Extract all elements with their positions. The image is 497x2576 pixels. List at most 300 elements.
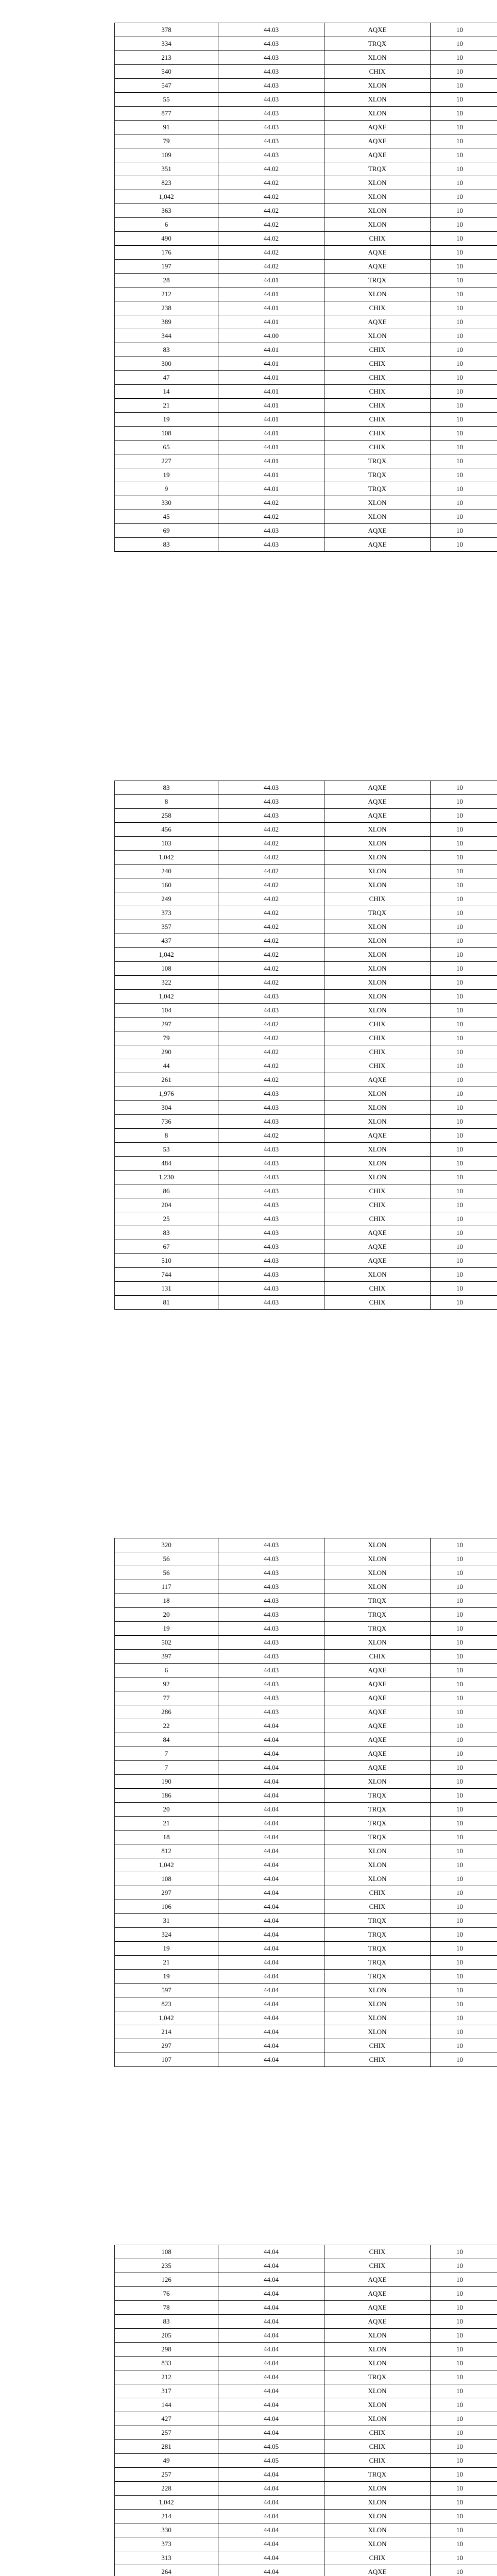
extra-cell: 10	[431, 2329, 497, 2343]
volume-cell: 45	[115, 510, 218, 524]
extra-cell: 10	[431, 2039, 497, 2053]
extra-cell: 10	[431, 1004, 497, 1018]
table-row	[115, 990, 497, 1004]
table-row	[115, 1296, 497, 1310]
venue-cell: CHIX	[324, 413, 431, 427]
venue-cell: TRQX	[324, 37, 431, 51]
table-row	[115, 878, 497, 892]
venue-cell: XLON	[324, 934, 431, 948]
table-row	[115, 2357, 497, 2370]
extra-cell: 10	[431, 2468, 497, 2482]
extra-cell: 10	[431, 2398, 497, 2412]
extra-cell: 10	[431, 865, 497, 878]
price-cell: 44.02	[218, 260, 324, 274]
price-cell: 44.04	[218, 1997, 324, 2011]
table-row	[115, 1268, 497, 1282]
table-row	[115, 2011, 497, 2025]
table-row	[115, 121, 497, 134]
price-cell: 44.05	[218, 2440, 324, 2454]
table-row	[115, 1914, 497, 1928]
volume-cell: 833	[115, 2357, 218, 2370]
extra-cell: 10	[431, 2454, 497, 2468]
venue-cell: CHIX	[324, 892, 431, 906]
price-cell: 44.04	[218, 1719, 324, 1733]
volume-cell: 197	[115, 260, 218, 274]
volume-cell: 1,042	[115, 990, 218, 1004]
extra-cell: 10	[431, 1942, 497, 1956]
volume-cell: 264	[115, 2565, 218, 2576]
table-row	[115, 1997, 497, 2011]
extra-cell: 10	[431, 1705, 497, 1719]
price-cell: 44.02	[218, 1031, 324, 1045]
venue-cell: CHIX	[324, 1296, 431, 1310]
volume-cell: 176	[115, 246, 218, 260]
table-row	[115, 1664, 497, 1677]
extra-cell: 10	[431, 2482, 497, 2496]
venue-cell: XLON	[324, 2357, 431, 2370]
extra-cell: 10	[431, 232, 497, 246]
venue-cell: XLON	[324, 1538, 431, 1552]
price-cell: 44.02	[218, 1018, 324, 1031]
table-row	[115, 1650, 497, 1664]
price-cell: 44.04	[218, 2245, 324, 2259]
price-cell: 44.04	[218, 2315, 324, 2329]
table-row	[115, 1212, 497, 1226]
table-row	[115, 1115, 497, 1129]
extra-cell: 10	[431, 1789, 497, 1803]
extra-cell: 10	[431, 2343, 497, 2357]
venue-cell: AQXE	[324, 2301, 431, 2315]
table-row	[115, 1622, 497, 1636]
extra-cell: 10	[431, 79, 497, 93]
venue-cell: AQXE	[324, 148, 431, 162]
extra-cell: 10	[431, 246, 497, 260]
price-cell: 44.03	[218, 23, 324, 37]
volume-cell: 212	[115, 287, 218, 301]
price-cell: 44.03	[218, 1254, 324, 1268]
venue-cell: XLON	[324, 990, 431, 1004]
venue-cell: TRQX	[324, 1914, 431, 1928]
extra-cell: 10	[431, 920, 497, 934]
venue-cell: XLON	[324, 51, 431, 65]
venue-cell: XLON	[324, 2329, 431, 2343]
price-cell: 44.04	[218, 1789, 324, 1803]
price-cell: 44.04	[218, 2259, 324, 2273]
extra-cell: 10	[431, 1268, 497, 1282]
extra-cell: 10	[431, 1031, 497, 1045]
price-cell: 44.03	[218, 134, 324, 148]
volume-cell: 1,042	[115, 1858, 218, 1872]
price-cell: 44.03	[218, 795, 324, 809]
extra-cell: 10	[431, 1552, 497, 1566]
volume-cell: 8	[115, 795, 218, 809]
venue-cell: CHIX	[324, 2259, 431, 2273]
venue-cell: CHIX	[324, 2245, 431, 2259]
volume-cell: 1,042	[115, 948, 218, 962]
price-cell: 44.02	[218, 1059, 324, 1073]
table-row	[115, 1858, 497, 1872]
venue-cell: AQXE	[324, 524, 431, 538]
extra-cell: 10	[431, 990, 497, 1004]
extra-cell: 10	[431, 1719, 497, 1733]
volume-cell: 81	[115, 1296, 218, 1310]
price-cell: 44.04	[218, 2357, 324, 2370]
venue-cell: AQXE	[324, 121, 431, 134]
table-row	[115, 246, 497, 260]
venue-cell: XLON	[324, 920, 431, 934]
table-row	[115, 1831, 497, 1844]
volume-cell: 286	[115, 1705, 218, 1719]
price-cell: 44.02	[218, 1073, 324, 1087]
table-row	[115, 1789, 497, 1803]
table-row	[115, 2454, 497, 2468]
table-row	[115, 37, 497, 51]
venue-cell: XLON	[324, 1004, 431, 1018]
venue-cell: AQXE	[324, 2315, 431, 2329]
volume-cell: 427	[115, 2412, 218, 2426]
table-row	[115, 1747, 497, 1761]
price-cell: 44.04	[218, 2011, 324, 2025]
volume-cell: 363	[115, 204, 218, 218]
venue-cell: AQXE	[324, 1254, 431, 1268]
table-row	[115, 2440, 497, 2454]
extra-cell: 10	[431, 274, 497, 287]
volume-cell: 1,042	[115, 190, 218, 204]
volume-cell: 131	[115, 1282, 218, 1296]
table-row	[115, 357, 497, 371]
price-cell: 44.03	[218, 524, 324, 538]
venue-cell: CHIX	[324, 301, 431, 315]
table-row	[115, 148, 497, 162]
price-cell: 44.04	[218, 2343, 324, 2357]
venue-cell: CHIX	[324, 2454, 431, 2468]
volume-cell: 437	[115, 934, 218, 948]
price-cell: 44.03	[218, 809, 324, 823]
price-cell: 44.04	[218, 2370, 324, 2384]
extra-cell: 10	[431, 1087, 497, 1101]
price-cell: 44.01	[218, 399, 324, 413]
venue-cell: TRQX	[324, 1928, 431, 1942]
table-row	[115, 1844, 497, 1858]
table-row	[115, 301, 497, 315]
volume-cell: 304	[115, 1101, 218, 1115]
venue-cell: CHIX	[324, 1212, 431, 1226]
volume-cell: 344	[115, 329, 218, 343]
table-row	[115, 2053, 497, 2067]
volume-cell: 8	[115, 1129, 218, 1143]
extra-cell: 10	[431, 1608, 497, 1622]
price-cell: 44.03	[218, 1268, 324, 1282]
extra-cell: 10	[431, 795, 497, 809]
extra-cell: 10	[431, 1900, 497, 1914]
volume-cell: 79	[115, 1031, 218, 1045]
venue-cell: CHIX	[324, 1059, 431, 1073]
volume-cell: 744	[115, 1268, 218, 1282]
venue-cell: CHIX	[324, 357, 431, 371]
price-cell: 44.04	[218, 1844, 324, 1858]
volume-cell: 19	[115, 1942, 218, 1956]
volume-cell: 297	[115, 1886, 218, 1900]
venue-cell: XLON	[324, 878, 431, 892]
table-row	[115, 1942, 497, 1956]
table-body	[115, 1538, 497, 2067]
venue-cell: CHIX	[324, 427, 431, 440]
extra-cell: 10	[431, 538, 497, 552]
table-row	[115, 2523, 497, 2537]
extra-cell: 10	[431, 1296, 497, 1310]
price-cell: 44.03	[218, 93, 324, 107]
table-row	[115, 427, 497, 440]
extra-cell: 10	[431, 837, 497, 851]
volume-cell: 490	[115, 232, 218, 246]
price-cell: 44.01	[218, 454, 324, 468]
venue-cell: CHIX	[324, 399, 431, 413]
volume-cell: 212	[115, 2370, 218, 2384]
price-cell: 44.04	[218, 2039, 324, 2053]
volume-cell: 56	[115, 1566, 218, 1580]
table-row	[115, 837, 497, 851]
extra-cell: 10	[431, 2245, 497, 2259]
volume-cell: 78	[115, 2301, 218, 2315]
price-cell: 44.03	[218, 1664, 324, 1677]
table-row	[115, 1031, 497, 1045]
extra-cell: 10	[431, 1677, 497, 1691]
venue-cell: TRQX	[324, 906, 431, 920]
volume-cell: 238	[115, 301, 218, 315]
table-row	[115, 538, 497, 552]
extra-cell: 10	[431, 1831, 497, 1844]
venue-cell: XLON	[324, 1143, 431, 1157]
price-cell: 44.04	[218, 2329, 324, 2343]
extra-cell: 10	[431, 2301, 497, 2315]
price-cell: 44.04	[218, 1872, 324, 1886]
price-cell: 44.01	[218, 274, 324, 287]
volume-cell: 736	[115, 1115, 218, 1129]
table-row	[115, 343, 497, 357]
price-cell: 44.03	[218, 1636, 324, 1650]
table-row	[115, 218, 497, 232]
trade-table	[114, 1538, 497, 2067]
price-cell: 44.02	[218, 1129, 324, 1143]
venue-cell: XLON	[324, 865, 431, 878]
table-row	[115, 23, 497, 37]
extra-cell: 10	[431, 65, 497, 79]
venue-cell: AQXE	[324, 1705, 431, 1719]
table-row	[115, 1552, 497, 1566]
extra-cell: 10	[431, 2025, 497, 2039]
price-cell: 44.03	[218, 51, 324, 65]
venue-cell: XLON	[324, 218, 431, 232]
extra-cell: 10	[431, 1858, 497, 1872]
extra-cell: 10	[431, 892, 497, 906]
price-cell: 44.02	[218, 892, 324, 906]
volume-cell: 597	[115, 1984, 218, 1997]
venue-cell: XLON	[324, 2412, 431, 2426]
extra-cell: 10	[431, 1914, 497, 1928]
extra-cell: 10	[431, 1664, 497, 1677]
venue-cell: CHIX	[324, 2551, 431, 2565]
venue-cell: XLON	[324, 1157, 431, 1171]
table-row	[115, 1240, 497, 1254]
extra-cell: 10	[431, 204, 497, 218]
extra-cell: 10	[431, 1254, 497, 1268]
venue-cell: TRQX	[324, 1622, 431, 1636]
volume-cell: 21	[115, 1956, 218, 1970]
price-cell: 44.02	[218, 176, 324, 190]
table-row	[115, 781, 497, 795]
volume-cell: 240	[115, 865, 218, 878]
extra-cell: 10	[431, 287, 497, 301]
table-row	[115, 1101, 497, 1115]
venue-cell: XLON	[324, 1858, 431, 1872]
volume-cell: 22	[115, 1719, 218, 1733]
trade-table	[114, 2245, 497, 2576]
extra-cell: 10	[431, 809, 497, 823]
venue-cell: XLON	[324, 1872, 431, 1886]
extra-cell: 10	[431, 218, 497, 232]
extra-cell: 10	[431, 2426, 497, 2440]
price-cell: 44.01	[218, 385, 324, 399]
price-cell: 44.02	[218, 920, 324, 934]
extra-cell: 10	[431, 1115, 497, 1129]
venue-cell: AQXE	[324, 1129, 431, 1143]
table-row	[115, 1886, 497, 1900]
volume-cell: 79	[115, 134, 218, 148]
volume-cell: 20	[115, 1608, 218, 1622]
volume-cell: 65	[115, 440, 218, 454]
extra-cell: 10	[431, 1282, 497, 1296]
extra-cell: 10	[431, 427, 497, 440]
price-cell: 44.04	[218, 2287, 324, 2301]
volume-cell: 28	[115, 274, 218, 287]
volume-cell: 19	[115, 1622, 218, 1636]
price-cell: 44.04	[218, 1733, 324, 1747]
extra-cell: 10	[431, 2384, 497, 2398]
volume-cell: 44	[115, 1059, 218, 1073]
table-row	[115, 190, 497, 204]
table-row	[115, 1984, 497, 1997]
venue-cell: XLON	[324, 2343, 431, 2357]
table-row	[115, 2398, 497, 2412]
table-body	[115, 23, 497, 552]
venue-cell: TRQX	[324, 2370, 431, 2384]
volume-cell: 18	[115, 1594, 218, 1608]
price-cell: 44.03	[218, 79, 324, 93]
venue-cell: TRQX	[324, 1803, 431, 1817]
extra-cell: 10	[431, 934, 497, 948]
extra-cell: 10	[431, 1956, 497, 1970]
venue-cell: CHIX	[324, 385, 431, 399]
extra-cell: 10	[431, 906, 497, 920]
venue-cell: XLON	[324, 287, 431, 301]
volume-cell: 86	[115, 1184, 218, 1198]
extra-cell: 10	[431, 190, 497, 204]
price-cell: 44.02	[218, 162, 324, 176]
venue-cell: TRQX	[324, 162, 431, 176]
venue-cell: XLON	[324, 190, 431, 204]
extra-cell: 10	[431, 2370, 497, 2384]
extra-cell: 10	[431, 1970, 497, 1984]
table-row	[115, 2259, 497, 2273]
volume-cell: 19	[115, 468, 218, 482]
venue-cell: XLON	[324, 2482, 431, 2496]
table-row	[115, 1928, 497, 1942]
table-row	[115, 51, 497, 65]
venue-cell: TRQX	[324, 274, 431, 287]
venue-cell: XLON	[324, 176, 431, 190]
extra-cell: 10	[431, 148, 497, 162]
volume-cell: 823	[115, 1997, 218, 2011]
volume-cell: 456	[115, 823, 218, 837]
volume-cell: 378	[115, 23, 218, 37]
venue-cell: XLON	[324, 2537, 431, 2551]
volume-cell: 297	[115, 2039, 218, 2053]
volume-cell: 373	[115, 2537, 218, 2551]
table-row	[115, 260, 497, 274]
price-cell: 44.03	[218, 148, 324, 162]
extra-cell: 10	[431, 2357, 497, 2370]
table-row	[115, 1817, 497, 1831]
extra-cell: 10	[431, 107, 497, 121]
price-cell: 44.03	[218, 1594, 324, 1608]
table-row	[115, 1566, 497, 1580]
price-cell: 44.00	[218, 329, 324, 343]
table-row	[115, 1608, 497, 1622]
venue-cell: XLON	[324, 1580, 431, 1594]
table-row	[115, 2315, 497, 2329]
venue-cell: XLON	[324, 837, 431, 851]
venue-cell: CHIX	[324, 1031, 431, 1045]
table-row	[115, 2343, 497, 2357]
venue-cell: CHIX	[324, 2426, 431, 2440]
extra-cell: 10	[431, 121, 497, 134]
extra-cell: 10	[431, 301, 497, 315]
venue-cell: XLON	[324, 2011, 431, 2025]
venue-cell: CHIX	[324, 1198, 431, 1212]
volume-cell: 47	[115, 371, 218, 385]
venue-cell: XLON	[324, 1087, 431, 1101]
extra-cell: 10	[431, 2273, 497, 2287]
price-cell: 44.02	[218, 496, 324, 510]
table-row	[115, 2370, 497, 2384]
venue-cell: AQXE	[324, 1747, 431, 1761]
table-row	[115, 274, 497, 287]
table-row	[115, 204, 497, 218]
extra-cell: 10	[431, 1997, 497, 2011]
extra-cell: 10	[431, 329, 497, 343]
volume-cell: 25	[115, 1212, 218, 1226]
venue-cell: TRQX	[324, 1831, 431, 1844]
table-row	[115, 1970, 497, 1984]
price-cell: 44.03	[218, 1087, 324, 1101]
volume-cell: 257	[115, 2468, 218, 2482]
volume-cell: 7	[115, 1761, 218, 1775]
price-cell: 44.03	[218, 37, 324, 51]
table-row	[115, 2426, 497, 2440]
venue-cell: CHIX	[324, 2440, 431, 2454]
venue-cell: XLON	[324, 1566, 431, 1580]
venue-cell: AQXE	[324, 1691, 431, 1705]
volume-cell: 1,976	[115, 1087, 218, 1101]
extra-cell: 10	[431, 1691, 497, 1705]
table-row	[115, 510, 497, 524]
extra-cell: 10	[431, 2259, 497, 2273]
venue-cell: CHIX	[324, 1900, 431, 1914]
table-row	[115, 2510, 497, 2523]
table-row	[115, 1171, 497, 1184]
volume-cell: 144	[115, 2398, 218, 2412]
price-cell: 44.02	[218, 510, 324, 524]
